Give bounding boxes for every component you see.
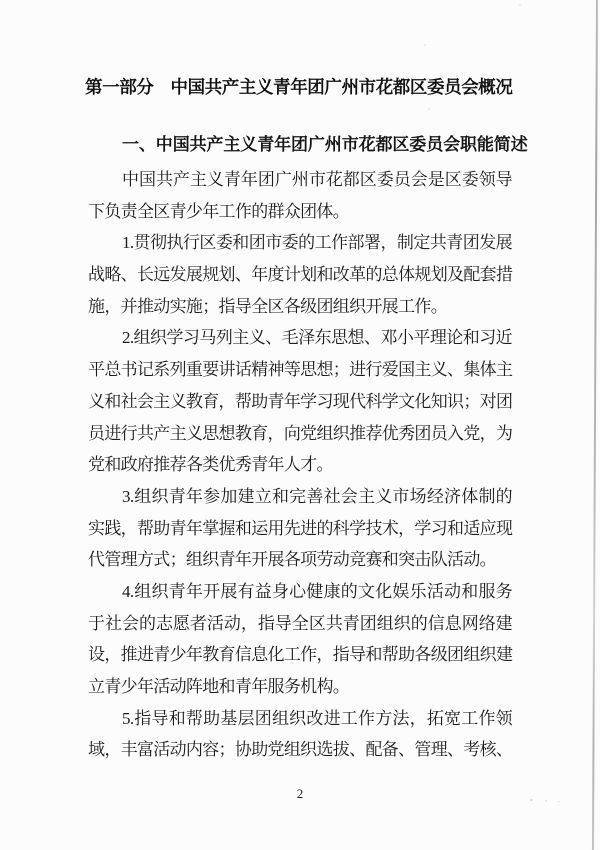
document-title: 第一部分 中国共产主义青年团广州市花都区委员会概况 [85,77,513,97]
body-line: 3.组织青年参加建立和完善社会主义市场经济体制的 [122,486,512,506]
scan-speck [428,108,430,110]
body-line: 实践，帮助青年掌握和运用先进的科学技术，学习和适应现 [88,518,513,538]
body-line: 员进行共产主义思想教育，向党组织推荐优秀团员入党，为 [88,423,513,443]
body-line: 于社会的志愿者活动，指导全区共青团组织的信息网络建 [88,613,512,633]
body-line: 2.组织学习马列主义、毛泽东思想、邓小平理论和习近 [122,328,512,348]
body-line: 域，丰富活动内容；协助党组织选拔、配备、管理、考核、 [88,740,513,760]
body-line: 1.贯彻执行区委和团市委的工作部署，制定共青团发展 [122,233,512,253]
body-line: 中国共产主义青年团广州市花都区委员会是区委领导 [122,170,512,189]
body-line: 施，并推动实施；指导全区各级团组织开展工作。 [88,296,448,316]
scan-speck [424,44,426,46]
body-line: 代管理方式；组织青年开展各项劳动竞赛和突击队活动。 [88,550,496,570]
section-heading: 一、中国共产主义青年团广州市花都区委员会职能简述 [122,135,528,154]
body-line: 党和政府推荐各类优秀青年人才。 [88,455,333,475]
body-line: 义和社会主义教育，帮助青年学习现代科学文化知识；对团 [88,391,513,411]
body-line: 立青少年活动阵地和青年服务机构。 [88,677,350,696]
body-line: 5.指导和帮助基层团组织改进工作方法，拓宽工作领 [122,708,512,728]
scan-speck [558,801,560,802]
body-line: 4.组织青年开展有益身心健康的文化娱乐活动和服务 [122,581,512,601]
body-line: 下负责全区青少年工作的群众团体。 [88,201,350,221]
scan-speck [545,800,547,802]
scan-speck [530,799,533,801]
scan-edge-artifact [592,0,598,850]
body-line: 平总书记系列重要讲话精神等思想；进行爱国主义、集体主 [88,360,513,380]
scan-speck [519,4,521,6]
document-body [88,164,512,766]
page-number: 2 [296,786,304,801]
body-line: 设，推进青少年教育信息化工作，指导和帮助各级团组织建 [88,645,513,665]
body-line: 战略、长远发展规划、年度计划和改革的总体规划及配套措 [88,265,513,285]
